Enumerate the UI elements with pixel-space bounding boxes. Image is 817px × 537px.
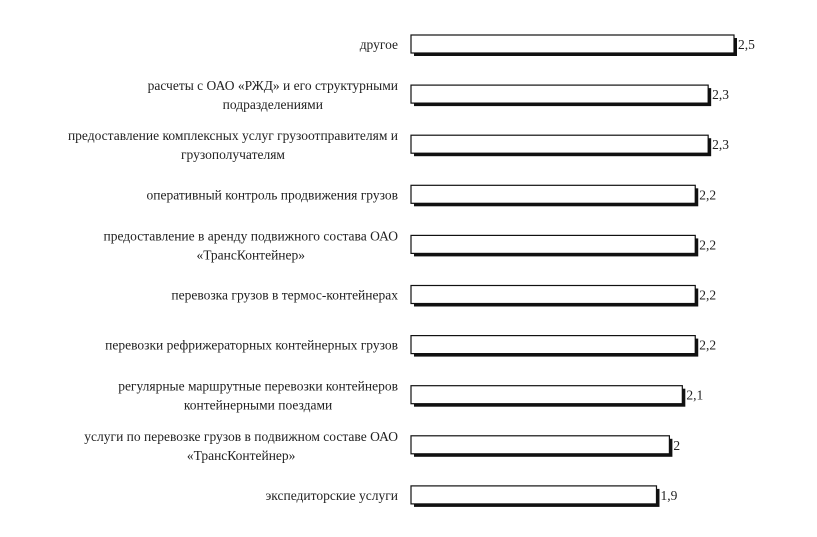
data-label: 2 (673, 437, 681, 453)
bar (411, 235, 695, 253)
category-label (266, 488, 399, 503)
data-label: 2,2 (699, 287, 717, 303)
category-label-line: подразделениями (222, 97, 323, 113)
category-label-line: оперативный контроль продвижения грузов (146, 187, 398, 203)
category-label (68, 128, 398, 162)
data-label: 2,2 (699, 187, 717, 203)
category-label (118, 379, 398, 413)
bar (411, 35, 734, 53)
category-label-line: предоставление в аренду подвижного состава ОАО (103, 228, 398, 244)
category-label-line: грузополучателям (180, 147, 285, 163)
data-label: 2,2 (699, 337, 717, 353)
category-label-line: контейнерными поездами (183, 397, 333, 413)
data-label: 2,2 (699, 237, 717, 253)
data-label: 2,3 (712, 87, 730, 103)
category-label-line: «ТрансКонтейнер» (186, 447, 296, 463)
category-label (171, 288, 398, 303)
bar (411, 85, 708, 103)
bar (411, 386, 682, 404)
category-label-line: экспедиторские услуги (265, 487, 398, 503)
category-label-line: расчеты с ОАО «РЖД» и его структурными (147, 78, 398, 94)
bar (411, 336, 695, 354)
category-label-line: предоставление комплексных услуг грузоотправителям и (67, 128, 398, 144)
category-label (103, 228, 398, 262)
category-label-line: перевозка грузов в термос-контейнерах (171, 287, 398, 303)
category-label-line: «ТрансКонтейнер» (196, 247, 306, 263)
category-label-line: перевозки рефрижераторных контейнерных грузов (105, 337, 398, 353)
data-label: 1,9 (660, 487, 678, 503)
bar (411, 135, 708, 153)
category-label (84, 429, 398, 463)
bar (411, 286, 695, 304)
category-label (147, 187, 398, 202)
category-label-line: другое (359, 37, 398, 52)
category-label (360, 37, 398, 52)
data-label: 2,1 (686, 387, 704, 403)
bar (411, 185, 695, 203)
category-label-line: услуги по перевозке грузов в подвижном составе ОАО (84, 428, 398, 444)
bar (411, 486, 656, 504)
category-label (105, 338, 398, 353)
category-label (148, 78, 398, 112)
bar (411, 436, 669, 454)
category-label-line: регулярные маршрутные перевозки контейнеров (118, 378, 398, 394)
data-label: 2,5 (738, 37, 755, 52)
data-label: 2,3 (712, 137, 730, 153)
